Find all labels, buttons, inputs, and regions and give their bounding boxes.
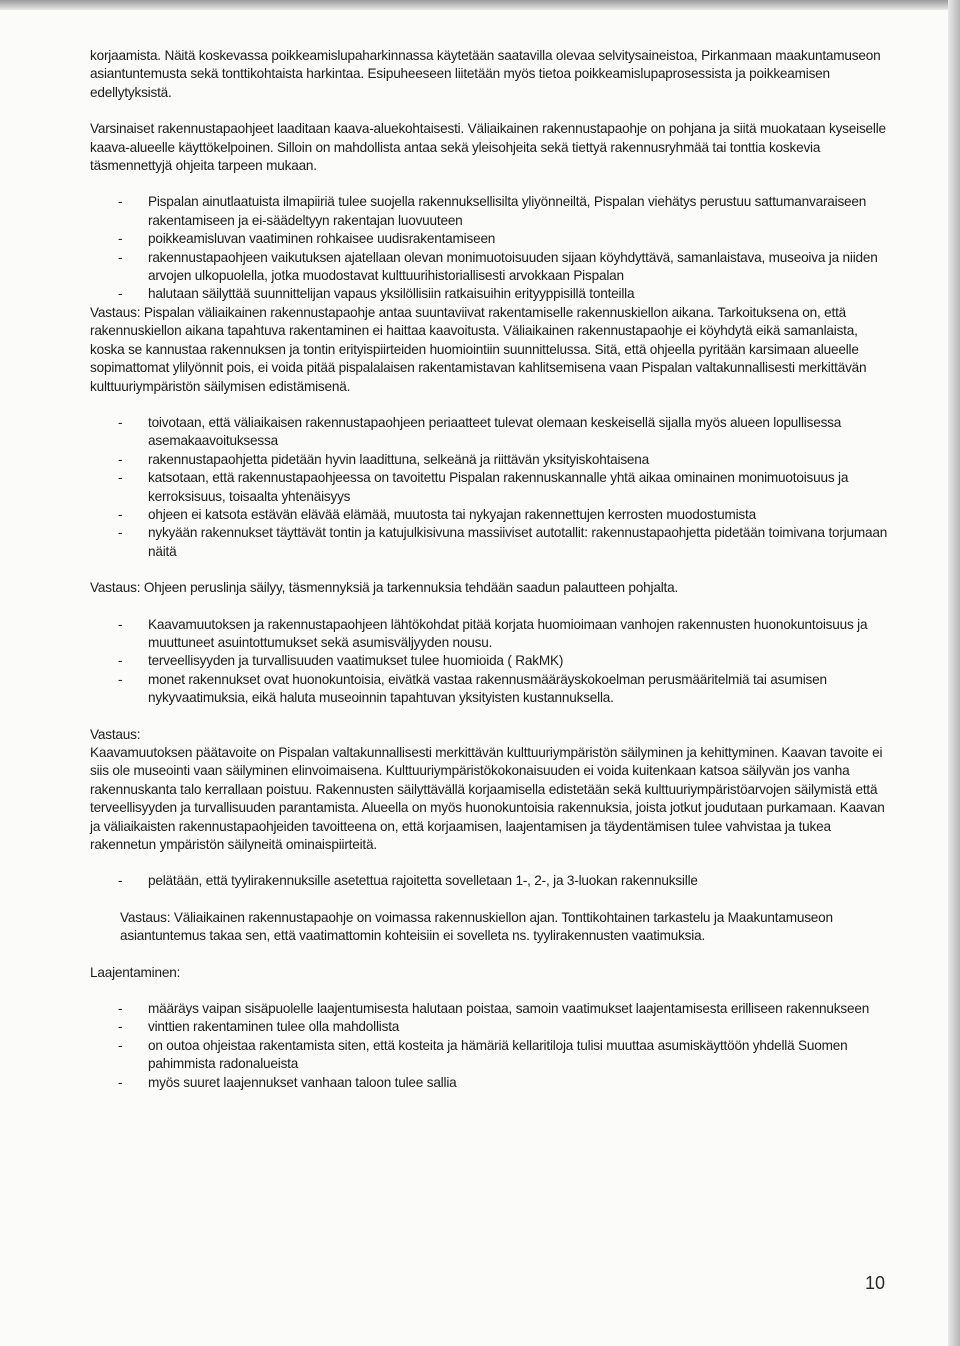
- feedback-list-5: [90, 1000, 890, 1092]
- list-item: - toivotaan, että väliaikaisen rakennustapaohjeen periaatteet tulevat olemaan keskeisellä sijalla myös alueen lopullisessa asemakaavoituksessa: [90, 414, 890, 451]
- list-item: - halutaan säilyttää suunnittelijan vapaus yksilöllisiin ratkaisuihin erityyppisillä tonteilla: [90, 285, 890, 303]
- answer-paragraph-3: Kaavamuutoksen päätavoite on Pispalan valtakunnallisesti merkittävän kulttuuriympäristön säilyminen ja kehittyminen. Kaavan tavoite ei siis ole museointi vaan säilyminen elinvoimaisena. Kulttuuriympäristökokonaisuuden ei voida kuitenkaan katsoa säilyvän jos vanha rakennuskanta talo kerrallaan poistuu. Rakennusten säilyttävällä korjaamisella edistetään sekä kulttuuriympäristöarvojen säilymistä että terveellisyyden ja turvallisuuden parantamista. Alueella on myös huonokuntoisia rakennuksia, joista jotkut joudutaan purkamaan. Kaavan ja väliaikaisten rakennustapaohjeiden tavoitteena on, että korjaamisen, laajentamisen ja täydentämisen tulee vahvistaa ja tukea rakennetun ympäristön säilyneitä ominaispiirteitä.: [90, 745, 885, 853]
- answer-paragraph-2: Vastaus: Ohjeen peruslinja säilyy, täsmennyksiä ja tarkennuksia tehdään saadun palautteen pohjalta.: [90, 580, 679, 596]
- list-item: - monet rakennukset ovat huonokuntoisia, eivätkä vastaa rakennusmääräyskokoelman perusmääritelmiä tai asumisen nykyvaatimuksia, eikä haluta museoinnin tapahtuvan yksityisten kustannuksella.: [90, 671, 890, 708]
- list-item: - myös suuret laajennukset vanhaan taloon tulee sallia: [90, 1074, 890, 1092]
- list-item: - nykyään rakennukset täyttävät tontin ja katujulkisivuna massiiviset autotallit: rakennustapaohjetta pidetään toimivana torjumaan näitä: [90, 524, 890, 561]
- list-item: - ohjeen ei katsota estävän elävää elämää, muutosta tai nykyajan rakennettujen kerrosten muodostumista: [90, 506, 890, 524]
- list-item: - Pispalan ainutlaatuista ilmapiiriä tulee suojella rakennuksellisilta yliyönneiltä, Pispalan viehätys perustuu sattumanvaraiseen rakentamiseen ja ei-säädeltyyn rakentajan luovuuteen: [90, 193, 890, 230]
- page-number: 10: [865, 1273, 886, 1293]
- scan-right-edge: [948, 0, 960, 1346]
- feedback-list-2: [90, 414, 890, 561]
- answer-paragraph-4: Vastaus: Väliaikainen rakennustapaohje on voimassa rakennuskiellon ajan. Tonttikohtainen tarkastelu ja Maakuntamuseon asiantuntemus takaa sen, että vaatimattomin kohteisiin ei sovelleta ns. tyylirakennusten vaatimuksia.: [120, 909, 833, 944]
- list-item: - määräys vaipan sisäpuolelle laajentumisesta halutaan poistaa, samoin vaatimukset laajentamisesta erilliseen rakennukseen: [90, 1000, 890, 1018]
- feedback-list-4: [90, 872, 890, 890]
- feedback-list-1: [90, 193, 890, 303]
- scan-top-edge: [0, 0, 960, 10]
- intro-paragraph: korjaamista. Näitä koskevassa poikkeamislupaharkinnassa käytetään saatavilla olevaa selvitysaineistoa, Pirkanmaan maakuntamuseon asiantuntemusta sekä tonttikohtaista harkintaa. Esipuheeseen liitetään myös tietoa poikkeamislupaprosessista ja poikkeamisen edellytyksistä.: [90, 48, 881, 100]
- answer-label-3: Vastaus:: [90, 726, 141, 742]
- list-item: - vinttien rakentaminen tulee olla mahdollista: [90, 1018, 890, 1036]
- feedback-list-3: [90, 616, 890, 708]
- answer-paragraph-1: Vastaus: Pispalan väliaikainen rakennustapaohje antaa suuntaviivat rakentamiselle rakennuskiellon aikana. Tarkoituksena on, että rakennuskiellon aikana tapahtuva rakentaminen ei haittaa kaavoitusta. Väliaikainen rakennustapaohje ei köyhdytä eikä samanlaista, koska se kannustaa rakennuksen ja tontin erityispiirteiden huomiointiin suunnittelussa. Sitä, että ohjeella pyritään karsimaan alueelle sopimattomat ylilyönnit pois, ei voida pitää pispalalaisen rakentamistavan kahlitsemisena vaan Pispalan valtakunnallisesti merkittävän kulttuuriympäristön säilymisen edistämisenä.: [90, 304, 867, 394]
- list-item: - rakennustapaohjeen vaikutuksen ajatellaan olevan monimuotoisuuden sijaan köyhdyttävä, samanlaistava, museoiva ja niiden arvojen ulkopuolella, jotka muodostavat kulttuurihistoriallisesti arvokkaan Pispalan: [90, 249, 890, 286]
- extension-heading: Laajentaminen:: [90, 964, 181, 980]
- document-body: [90, 47, 890, 1092]
- plans-paragraph: Varsinaiset rakennustapaohjeet laaditaan kaava-aluekohtaisesti. Väliaikainen rakennustapaohje on pohjana ja siitä muokataan kyseiselle kaava-alueelle käyttökelpoinen. Silloin on mahdollista antaa sekä yleisohjeita sekä tiettyä rakennusryhmää tai tonttia koskevia täsmennettyjä ohjeita tarpeen mukaan.: [90, 121, 886, 174]
- list-item: - katsotaan, että rakennustapaohjeessa on tavoitettu Pispalan rakennuskannalle yhtä aikaa ominainen monimuotoisuus ja kerroksisuus, toisaalta yhtenäisyys: [90, 469, 890, 506]
- list-item: - pelätään, että tyylirakennuksille asetettua rajoitetta sovelletaan 1-, 2-, ja 3-luokan rakennuksille: [90, 872, 890, 890]
- list-item: - poikkeamisluvan vaatiminen rohkaisee uudisrakentamiseen: [90, 230, 890, 248]
- list-item: - on outoa ohjeistaa rakentamista siten, että kosteita ja hämäriä kellaritiloja tulisi muuttaa asumiskäyttöön yhdellä Suomen pahimmista radonalueista: [90, 1037, 890, 1074]
- list-item: - rakennustapaohjetta pidetään hyvin laadittuna, selkeänä ja riittävän yksityiskohtaisena: [90, 451, 890, 469]
- list-item: - terveellisyyden ja turvallisuuden vaatimukset tulee huomioida ( RakMK): [90, 652, 890, 670]
- list-item: - Kaavamuutoksen ja rakennustapaohjeen lähtökohdat pitää korjata huomioimaan vanhojen rakennusten huonokuntoisuus ja muuttuneet asuintottumukset sekä asumisväljyyden nousu.: [90, 616, 890, 653]
